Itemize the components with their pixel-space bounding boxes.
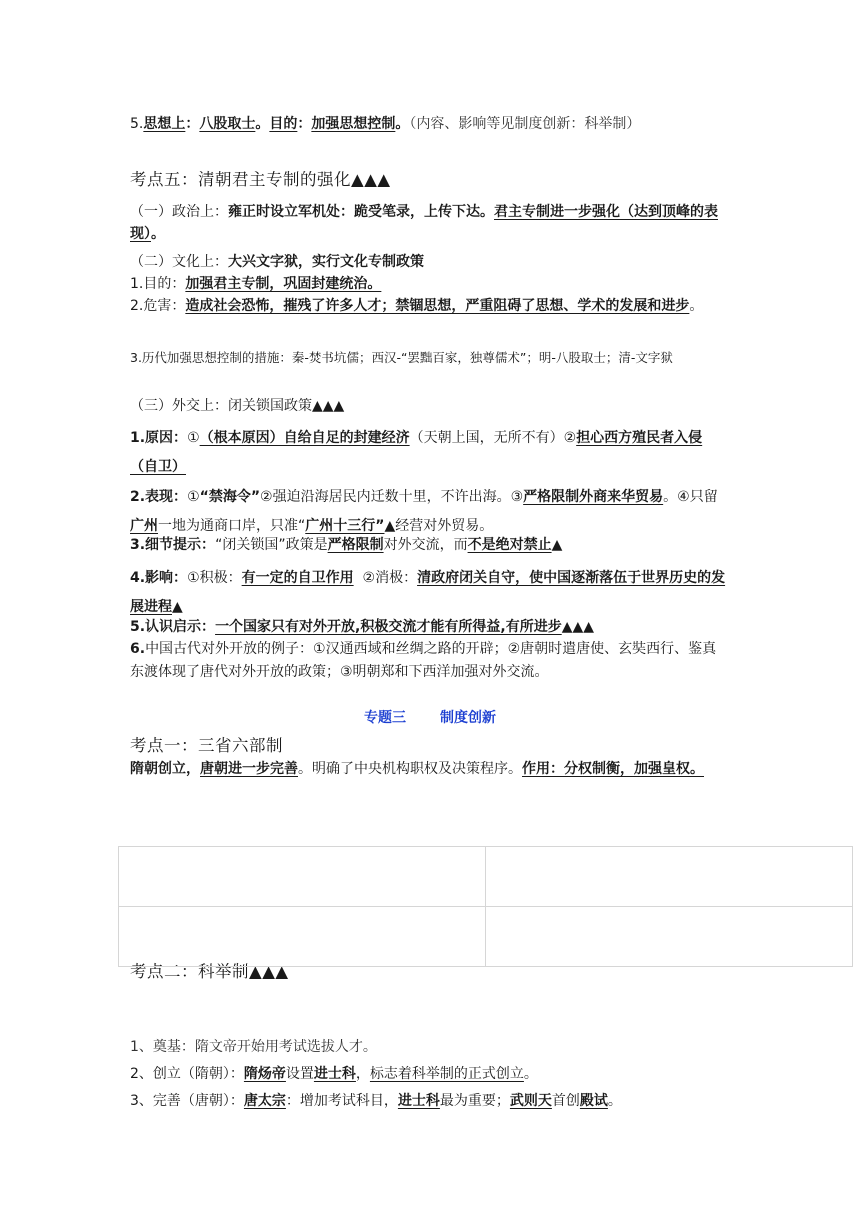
colon: ： [297,116,312,132]
root-cause-text: （根本原因）自给自足的封建经济 [199,430,410,446]
diplomacy-detail [130,534,730,556]
fear-colonizers-text: 担心西方殖民者入侵（自卫） [130,430,703,475]
paragraph-three-departments [130,758,730,780]
politics-label: （一）政治上： [130,204,228,220]
section-heading-kd1: 考点一：三省六部制 [130,736,283,755]
negative-label: ②消极： [353,570,418,586]
section-heading-kd2: 考点二：科举制▲▲▲ [130,962,289,981]
eight-legged-essay: 八股取士 [199,116,256,132]
not-absolute-ban-text: 不是绝对禁止 [467,537,552,553]
harm-label: 2.危害： [130,298,186,314]
imperial-exam-creation [130,1063,730,1085]
creation-text: 设置 [285,1066,314,1082]
thought-label: 思想上 [143,116,186,132]
period: 。 [607,1093,622,1109]
manifestation-text: ▲经营对外贸易。 [384,518,494,534]
comma: ， [355,1066,370,1082]
manifestation-label: 2.表现： [130,489,188,505]
diplomacy-manifestation [130,483,730,541]
jinshi-text: 进士科 [397,1093,440,1109]
perfection-text: 首创 [551,1093,580,1109]
thirteen-hongs-text: 广州十三行” [305,518,385,534]
culture-aim [130,273,730,295]
examples-text: 中国古代对外开放的例子：①汉通西域和丝绸之路的开辟；②唐朝时遣唐使、玄奘西行、鉴真东渡体现了唐代对外开放的政策；③明朝郑和下西洋加强对外交流。 [130,641,717,680]
topic-title [130,707,730,729]
period: 。 [395,116,410,132]
table-row [119,907,853,967]
period: 。 [523,1066,538,1082]
section-heading-kd5: 考点五：清朝君主专制的强化▲▲▲ [130,170,391,189]
lesson-label: 5.认识启示： [130,619,216,635]
topic-name: 制度创新 [440,710,496,726]
falling-behind-text: 清政府闭关自守，使中国逐渐落伍于世界历史的发展进程 [130,570,726,615]
item-number: 5. [130,116,144,132]
wu-zetian-text: 武则天 [509,1093,552,1109]
imperial-exam-perfection [130,1090,730,1112]
examples-label: 6. [130,641,146,657]
purpose-text: 加强思想控制 [311,116,396,132]
imperial-exam-foundation: 1、奠基：隋文帝开始用考试选拔人才。 [130,1039,377,1055]
palace-exam-text: 殿试 [579,1093,608,1109]
diplomacy-impact [130,564,730,622]
perfection-text: ：增加考试科目， [285,1093,398,1109]
grand-council-text: 雍正时设立军机处：跪受笔录，上传下达。 [228,204,494,220]
strict-limit-text: 严格限制 [327,537,384,553]
diplomacy-cause [130,424,730,482]
paragraph-thought-control [130,113,730,135]
culture-measures: 3.历代加强思想控制的措施：秦-焚书坑儒；西汉-“罢黜百家，独尊儒术”；明-八股取士；清-文字狱 [130,350,673,365]
impact-label: 4.影响： [130,570,188,586]
harm-text: 造成社会恐怖，摧残了许多人才；禁锢思想，严重阻碍了思想、学术的发展和进步 [185,298,690,314]
detail-text: 对外交流，而 [383,537,468,553]
emperor-taizong-text: 唐太宗 [243,1093,286,1109]
cross-reference-note: （内容、影响等见制度创新：科举制） [409,116,641,132]
purpose-label: 目的 [269,116,298,132]
guangzhou-text: 广州 [130,518,158,534]
culture-label: （二）文化上： [130,254,228,270]
table-cell [119,907,486,967]
marker: ① [187,489,200,505]
period: 。 [255,116,270,132]
culture-heading [130,251,730,273]
triangle-marks: ▲▲▲ [561,619,595,635]
empty-table [118,846,853,967]
aim-text: 加强君主专制，巩固封建统治。 [185,276,382,292]
topic-number: 专题三 [364,710,406,726]
aim-label: 1.目的： [130,276,186,292]
cause-note: （天朝上国，无所不有）② [409,430,577,446]
cause-label: 1.原因： [130,430,188,446]
period: 。 [689,298,704,314]
detail-text: “闭关锁国”政策是 [215,537,328,553]
jinshi-text: 进士科 [313,1066,356,1082]
diplomacy-lesson [130,616,730,638]
table-cell [486,847,853,907]
period: 。 [151,226,165,242]
diplomacy-examples [130,638,730,684]
diplomacy-heading: （三）外交上：闭关锁国政策▲▲▲ [130,398,345,414]
paragraph-politics [130,201,730,245]
manifestation-text: 一地为通商口岸，只准“ [158,518,306,534]
triangle-mark: ▲ [172,599,183,615]
manifestation-text: 。④只留 [663,489,718,505]
triangle-mark: ▲ [551,537,563,553]
restrict-trade-text: 严格限制外商来华贸易 [523,489,664,505]
perfection-label: 3、完善（唐朝）： [130,1093,244,1109]
lesson-text: 一个国家只有对外开放,积极交流才能有所得益,有所进步 [215,619,562,635]
literary-inquisition-text: 大兴文字狱，实行文化专制政策 [228,254,424,270]
emperor-yang-text: 隋炀帝 [243,1066,286,1082]
sui-created-text: 隋朝创立， [130,761,200,777]
marker: ① [187,430,200,446]
table-cell [119,847,486,907]
positive-label: ①积极： [187,570,242,586]
table-row [119,847,853,907]
creation-label: 2、创立（隋朝）： [130,1066,244,1082]
sea-ban-text: “禁海令” [199,489,261,505]
manifestation-text: ②强迫沿海居民内迁数十里，不许出海。③ [260,489,524,505]
detail-label: 3.细节提示： [130,537,216,553]
self-defense-text: 有一定的自卫作用 [241,570,354,586]
tang-perfected-text: 唐朝进一步完善 [200,761,298,777]
function-text: 作用：分权制衡，加强皇权。 [522,761,704,777]
autocracy-peak-text: 君主专制进一步强化（达到顶峰的表现） [130,204,718,242]
formal-creation-text: 标志着科举制的正式创立 [369,1066,524,1082]
culture-harm [130,295,730,317]
colon: ： [185,116,200,132]
central-organs-text: 。明确了中央机构职权及决策程序。 [298,761,522,777]
perfection-text: 最为重要； [439,1093,510,1109]
table-cell [486,907,853,967]
